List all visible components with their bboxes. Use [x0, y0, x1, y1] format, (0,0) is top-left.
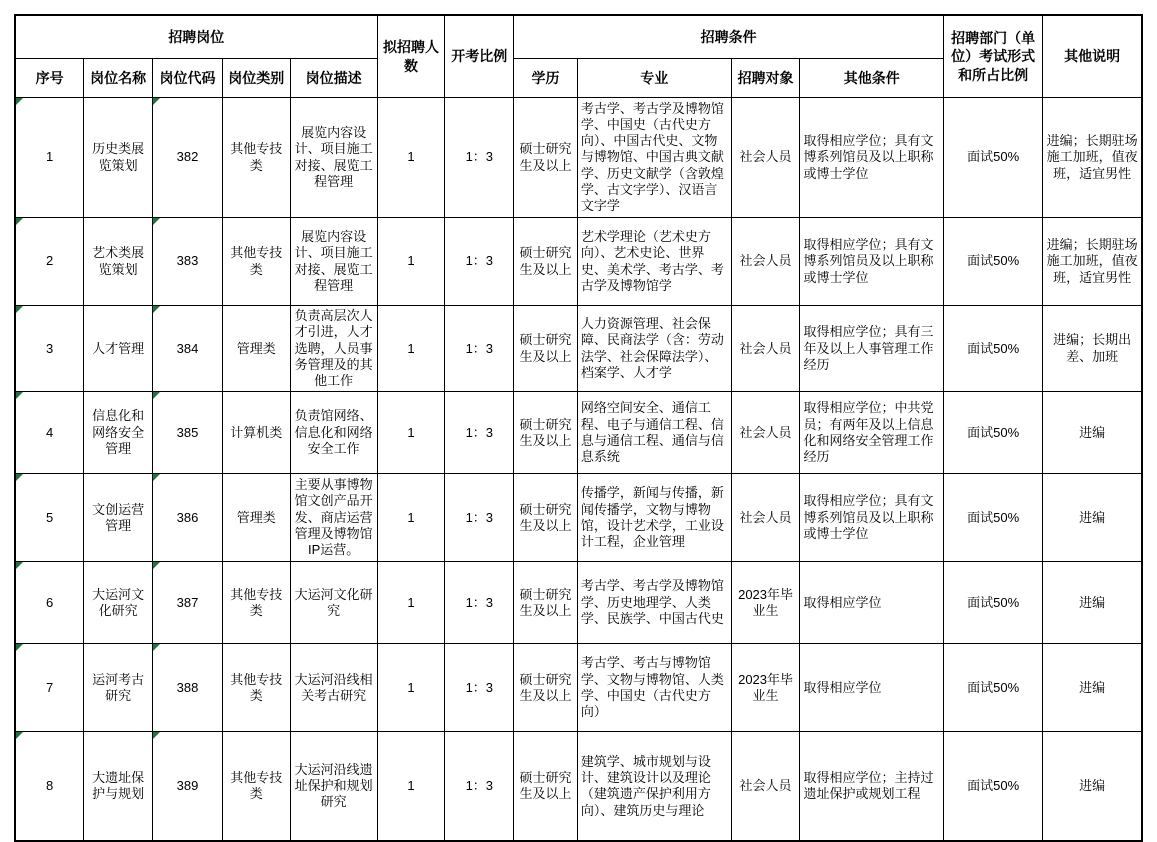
cell-other-conditions: 取得相应学位；具有三年及以上人事管理工作经历: [800, 306, 944, 392]
cell-planned-count: 1: [377, 98, 445, 218]
cell-exam-form: 面试50%: [944, 474, 1043, 562]
table-row: [15, 392, 1142, 474]
cell-seq: [15, 98, 84, 218]
cell-other-conditions: 取得相应学位: [800, 644, 944, 732]
cell-exam-ratio: 1：3: [445, 562, 514, 644]
recruitment-table: [14, 14, 1143, 842]
cell-other-notes: 进编；长期驻场施工加班，值夜班，适宜男性: [1043, 98, 1142, 218]
seq-text: 1: [46, 149, 54, 165]
cell-exam-ratio: 1：3: [445, 218, 514, 306]
cell-other-notes: 进编；长期驻场施工加班，值夜班，适宜男性: [1043, 218, 1142, 306]
cell-exam-form: 面试50%: [944, 562, 1043, 644]
cell-post-category: 其他专技类: [222, 562, 290, 644]
cell-post-category: 其他专技类: [222, 732, 290, 842]
cell-post-name: 大遗址保护与规划: [84, 732, 153, 842]
header-seq: 序号: [15, 59, 84, 98]
cell-other-notes: 进编: [1043, 392, 1142, 474]
cell-other-notes: 进编: [1043, 474, 1142, 562]
cell-post-code: [153, 306, 223, 392]
seq-text: 3: [46, 340, 54, 356]
cell-planned-count: 1: [377, 562, 445, 644]
cell-education: 硕士研究生及以上: [514, 392, 578, 474]
error-flag-icon: [153, 474, 160, 481]
error-flag-icon: [153, 218, 160, 225]
cell-post-description: 大运河沿线相关考古研究: [290, 644, 377, 732]
post-code-text: 388: [176, 679, 199, 695]
cell-recruit-target: 社会人员: [731, 98, 800, 218]
seq-text: 4: [46, 424, 54, 440]
cell-major: 艺术学理论（艺术史方向）、艺术史论、世界史、美术学、考古学、考古学及博物馆学: [577, 218, 731, 306]
table-row: [15, 218, 1142, 306]
header-major: 专业: [577, 59, 731, 98]
cell-post-code: [153, 218, 223, 306]
cell-post-description: 展览内容设计、项目施工对接、展览工程管理: [290, 98, 377, 218]
cell-other-notes: 进编；长期出差、加班: [1043, 306, 1142, 392]
cell-seq: [15, 562, 84, 644]
header-recruit-target: 招聘对象: [731, 59, 800, 98]
header-planned-count: 拟招聘人数: [377, 15, 445, 98]
cell-post-description: 展览内容设计、项目施工对接、展览工程管理: [290, 218, 377, 306]
cell-other-conditions: 取得相应学位；具有文博系列馆员及以上职称或博士学位: [800, 474, 944, 562]
cell-major: 传播学，新闻与传播，新闻传播学，文物与博物馆，设计艺术学，工业设计工程，企业管理: [577, 474, 731, 562]
cell-education: 硕士研究生及以上: [514, 306, 578, 392]
cell-planned-count: 1: [377, 644, 445, 732]
cell-education: 硕士研究生及以上: [514, 474, 578, 562]
cell-exam-ratio: 1：3: [445, 306, 514, 392]
post-code-text: 387: [176, 594, 199, 610]
cell-recruit-target: 社会人员: [731, 474, 800, 562]
seq-text: 5: [46, 509, 54, 525]
cell-post-category: 其他专技类: [222, 98, 290, 218]
cell-post-category: 其他专技类: [222, 644, 290, 732]
error-flag-icon: [153, 732, 160, 739]
post-code-text: 385: [176, 424, 199, 440]
cell-post-description: 负责高层次人才引进，人才选聘，人员事务管理及的其他工作: [290, 306, 377, 392]
cell-seq: [15, 218, 84, 306]
cell-education: 硕士研究生及以上: [514, 98, 578, 218]
table-row: [15, 306, 1142, 392]
cell-post-code: [153, 644, 223, 732]
cell-education: 硕士研究生及以上: [514, 644, 578, 732]
cell-post-description: 大运河文化研究: [290, 562, 377, 644]
post-code-text: 383: [176, 253, 199, 269]
cell-post-name: 历史类展览策划: [84, 98, 153, 218]
cell-other-notes: 进编: [1043, 644, 1142, 732]
error-flag-icon: [16, 732, 23, 739]
cell-post-category: 其他专技类: [222, 218, 290, 306]
table-row: [15, 562, 1142, 644]
cell-post-name: 信息化和网络安全管理: [84, 392, 153, 474]
header-education: 学历: [514, 59, 578, 98]
cell-recruit-target: 社会人员: [731, 392, 800, 474]
cell-exam-form: 面试50%: [944, 218, 1043, 306]
cell-post-name: 人才管理: [84, 306, 153, 392]
cell-exam-form: 面试50%: [944, 98, 1043, 218]
cell-seq: [15, 392, 84, 474]
cell-post-description: 主要从事博物馆文创产品开发、商店运营管理及博物馆IP运营。: [290, 474, 377, 562]
cell-other-notes: 进编: [1043, 732, 1142, 842]
seq-text: 7: [46, 679, 54, 695]
table-row: [15, 474, 1142, 562]
cell-major: 人力资源管理、社会保障、民商法学（含：劳动法学、社会保障法学）、档案学、人才学: [577, 306, 731, 392]
cell-seq: [15, 474, 84, 562]
cell-recruit-target: 2023年毕业生: [731, 644, 800, 732]
cell-exam-ratio: 1：3: [445, 474, 514, 562]
cell-recruit-target: 社会人员: [731, 732, 800, 842]
post-code-text: 382: [176, 149, 199, 165]
cell-post-name: 大运河文化研究: [84, 562, 153, 644]
table-body: [15, 98, 1142, 842]
cell-education: 硕士研究生及以上: [514, 562, 578, 644]
post-code-text: 384: [176, 340, 199, 356]
header-row-groups: [15, 15, 1142, 59]
cell-post-code: [153, 732, 223, 842]
cell-post-category: 管理类: [222, 474, 290, 562]
cell-other-conditions: 取得相应学位；具有文博系列馆员及以上职称或博士学位: [800, 218, 944, 306]
cell-other-notes: 进编: [1043, 562, 1142, 644]
post-code-text: 386: [176, 509, 199, 525]
header-post-name: 岗位名称: [84, 59, 153, 98]
cell-major: 网络空间安全、通信工程、电子与通信工程、信息与通信工程、通信与信息系统: [577, 392, 731, 474]
cell-other-conditions: 取得相应学位；中共党员；有两年及以上信息化和网络安全管理工作经历: [800, 392, 944, 474]
header-recruit-position-group: 招聘岗位: [15, 15, 377, 59]
error-flag-icon: [16, 644, 23, 651]
header-post-description: 岗位描述: [290, 59, 377, 98]
error-flag-icon: [16, 474, 23, 481]
header-other-notes: 其他说明: [1043, 15, 1142, 98]
cell-seq: [15, 306, 84, 392]
cell-recruit-target: 社会人员: [731, 218, 800, 306]
cell-exam-ratio: 1：3: [445, 392, 514, 474]
header-exam-open-ratio: 开考比例: [445, 15, 514, 98]
post-code-text: 389: [176, 778, 199, 794]
cell-education: 硕士研究生及以上: [514, 732, 578, 842]
cell-planned-count: 1: [377, 306, 445, 392]
cell-major: 建筑学、城市规划与设计、建筑设计以及理论（建筑遗产保护利用方向）、建筑历史与理论: [577, 732, 731, 842]
error-flag-icon: [153, 98, 160, 105]
error-flag-icon: [16, 306, 23, 313]
cell-major: 考古学、考古与博物馆学、文物与博物馆、人类学、中国史（古代史方向）: [577, 644, 731, 732]
cell-planned-count: 1: [377, 732, 445, 842]
cell-post-code: [153, 98, 223, 218]
cell-recruit-target: 社会人员: [731, 306, 800, 392]
table-row: [15, 732, 1142, 842]
header-dept-exam-form: 招聘部门（单位）考试形式和所占比例: [944, 15, 1043, 98]
cell-exam-form: 面试50%: [944, 732, 1043, 842]
seq-text: 6: [46, 594, 54, 610]
seq-text: 8: [46, 778, 54, 794]
cell-planned-count: 1: [377, 392, 445, 474]
header-post-category: 岗位类别: [222, 59, 290, 98]
error-flag-icon: [16, 98, 23, 105]
cell-planned-count: 1: [377, 474, 445, 562]
error-flag-icon: [16, 392, 23, 399]
header-other-conditions: 其他条件: [800, 59, 944, 98]
cell-post-category: 计算机类: [222, 392, 290, 474]
cell-post-code: [153, 474, 223, 562]
cell-education: 硕士研究生及以上: [514, 218, 578, 306]
error-flag-icon: [16, 562, 23, 569]
cell-post-name: 艺术类展览策划: [84, 218, 153, 306]
cell-major: 考古学、考古学及博物馆学、历史地理学、人类学、民族学、中国古代史: [577, 562, 731, 644]
error-flag-icon: [153, 562, 160, 569]
cell-major: 考古学、考古学及博物馆学、中国史（古代史方向）、中国古代史、文物与博物馆、中国古典文献学、历史文献学（含敦煌学、古文字学）、汉语言文字学: [577, 98, 731, 218]
cell-exam-form: 面试50%: [944, 306, 1043, 392]
cell-other-conditions: 取得相应学位: [800, 562, 944, 644]
cell-post-description: 大运河沿线遗址保护和规划研究: [290, 732, 377, 842]
table-row: [15, 644, 1142, 732]
cell-recruit-target: 2023年毕业生: [731, 562, 800, 644]
cell-exam-ratio: 1：3: [445, 644, 514, 732]
cell-exam-form: 面试50%: [944, 392, 1043, 474]
cell-seq: [15, 732, 84, 842]
cell-post-code: [153, 392, 223, 474]
cell-seq: [15, 644, 84, 732]
error-flag-icon: [153, 306, 160, 313]
cell-planned-count: 1: [377, 218, 445, 306]
cell-other-conditions: 取得相应学位；具有文博系列馆员及以上职称或博士学位: [800, 98, 944, 218]
table-header: [15, 15, 1142, 98]
cell-post-code: [153, 562, 223, 644]
header-conditions-group: 招聘条件: [514, 15, 944, 59]
header-post-code: 岗位代码: [153, 59, 223, 98]
cell-post-name: 运河考古研究: [84, 644, 153, 732]
error-flag-icon: [16, 218, 23, 225]
error-flag-icon: [153, 644, 160, 651]
seq-text: 2: [46, 253, 54, 269]
cell-exam-form: 面试50%: [944, 644, 1043, 732]
table-row: [15, 98, 1142, 218]
cell-exam-ratio: 1：3: [445, 98, 514, 218]
cell-other-conditions: 取得相应学位；主持过遗址保护或规划工程: [800, 732, 944, 842]
cell-post-category: 管理类: [222, 306, 290, 392]
cell-post-name: 文创运营管理: [84, 474, 153, 562]
cell-post-description: 负责馆网络、信息化和网络安全工作: [290, 392, 377, 474]
cell-exam-ratio: 1：3: [445, 732, 514, 842]
error-flag-icon: [153, 392, 160, 399]
